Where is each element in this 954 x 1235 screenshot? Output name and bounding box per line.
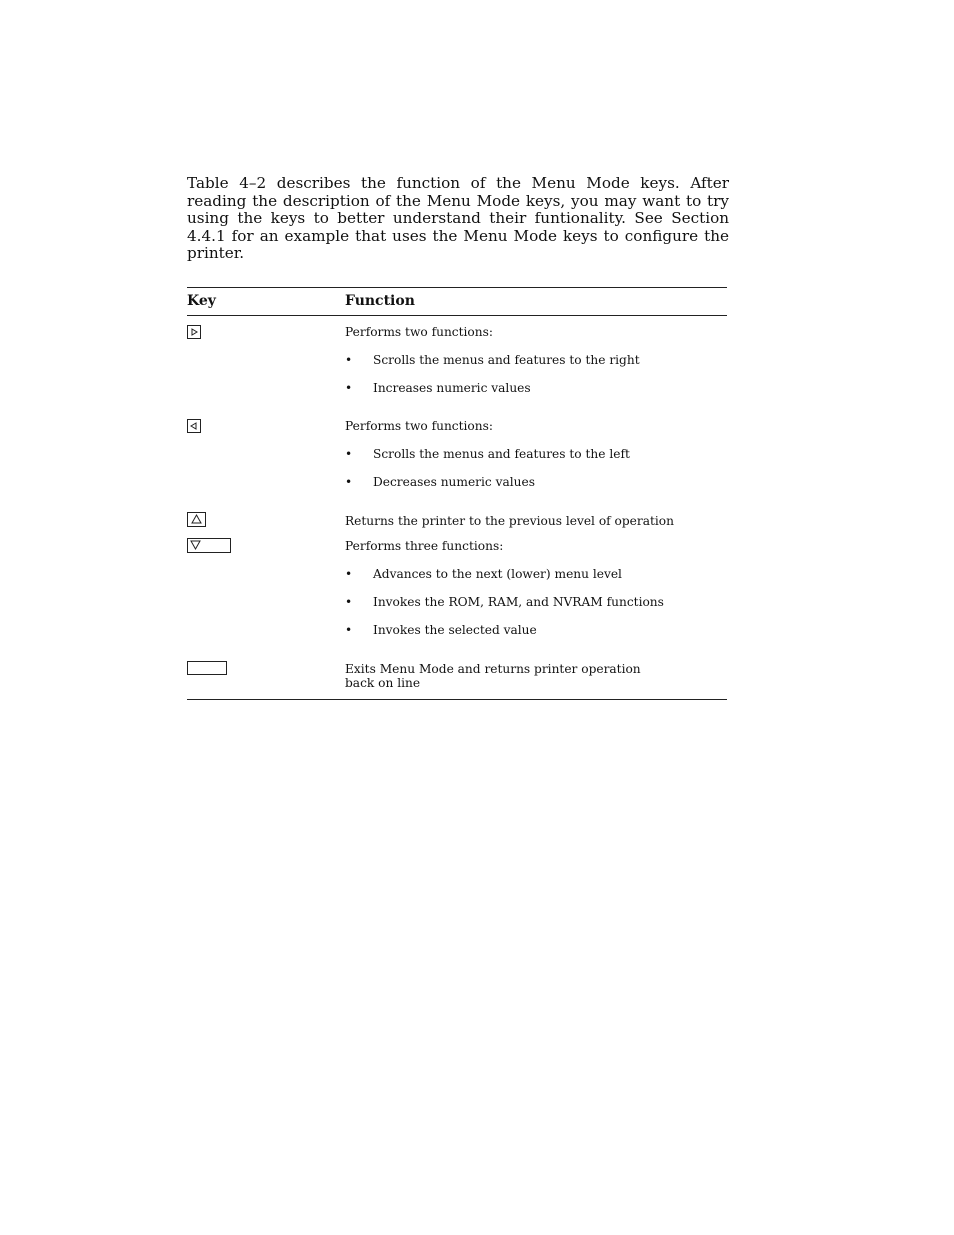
left-triangle-key-icon — [187, 419, 201, 433]
row-5-description-line-2: back on line — [345, 676, 421, 690]
bullet-glyph: • — [345, 475, 353, 489]
up-triangle-key-icon — [187, 512, 206, 527]
bullet-glyph: • — [345, 381, 353, 395]
intro-paragraph: Table 4–2 describes the function of the Menu Mode keys. After reading the description of the Menu Mode keys, you may want to try using the keys to better understand their funtionality. See Section 4.4.1 for an example that uses the Menu Mode keys to configure the printer. — [187, 174, 729, 262]
bullet-glyph: • — [345, 447, 353, 461]
table-bottom-rule — [187, 699, 727, 700]
row-2-bullet-2: Decreases numeric values — [373, 475, 535, 489]
bullet-glyph: • — [345, 353, 353, 367]
row-4-description: Performs three functions: — [345, 539, 504, 553]
row-4-bullet-1: Advances to the next (lower) menu level — [373, 567, 622, 581]
header-function: Function — [345, 293, 415, 309]
row-3-description: Returns the printer to the previous level of operation — [345, 514, 674, 528]
table-header-rule — [187, 315, 727, 316]
bullet-glyph: • — [345, 567, 353, 581]
header-key: Key — [187, 293, 216, 309]
row-4-bullet-3: Invokes the selected value — [373, 623, 537, 637]
bullet-glyph: • — [345, 623, 353, 637]
row-1-description: Performs two functions: — [345, 325, 493, 339]
right-triangle-key-icon — [187, 325, 201, 339]
table-top-rule — [187, 287, 727, 288]
row-5-description-line-1: Exits Menu Mode and returns printer operation — [345, 662, 641, 676]
row-2-description: Performs two functions: — [345, 419, 493, 433]
row-4-bullet-2: Invokes the ROM, RAM, and NVRAM functions — [373, 595, 664, 609]
row-1-bullet-2: Increases numeric values — [373, 381, 531, 395]
row-2-bullet-1: Scrolls the menus and features to the left — [373, 447, 630, 461]
bullet-glyph: • — [345, 595, 353, 609]
row-1-bullet-1: Scrolls the menus and features to the right — [373, 353, 640, 367]
blank-key-icon — [187, 661, 227, 675]
down-triangle-key-icon — [187, 538, 231, 553]
